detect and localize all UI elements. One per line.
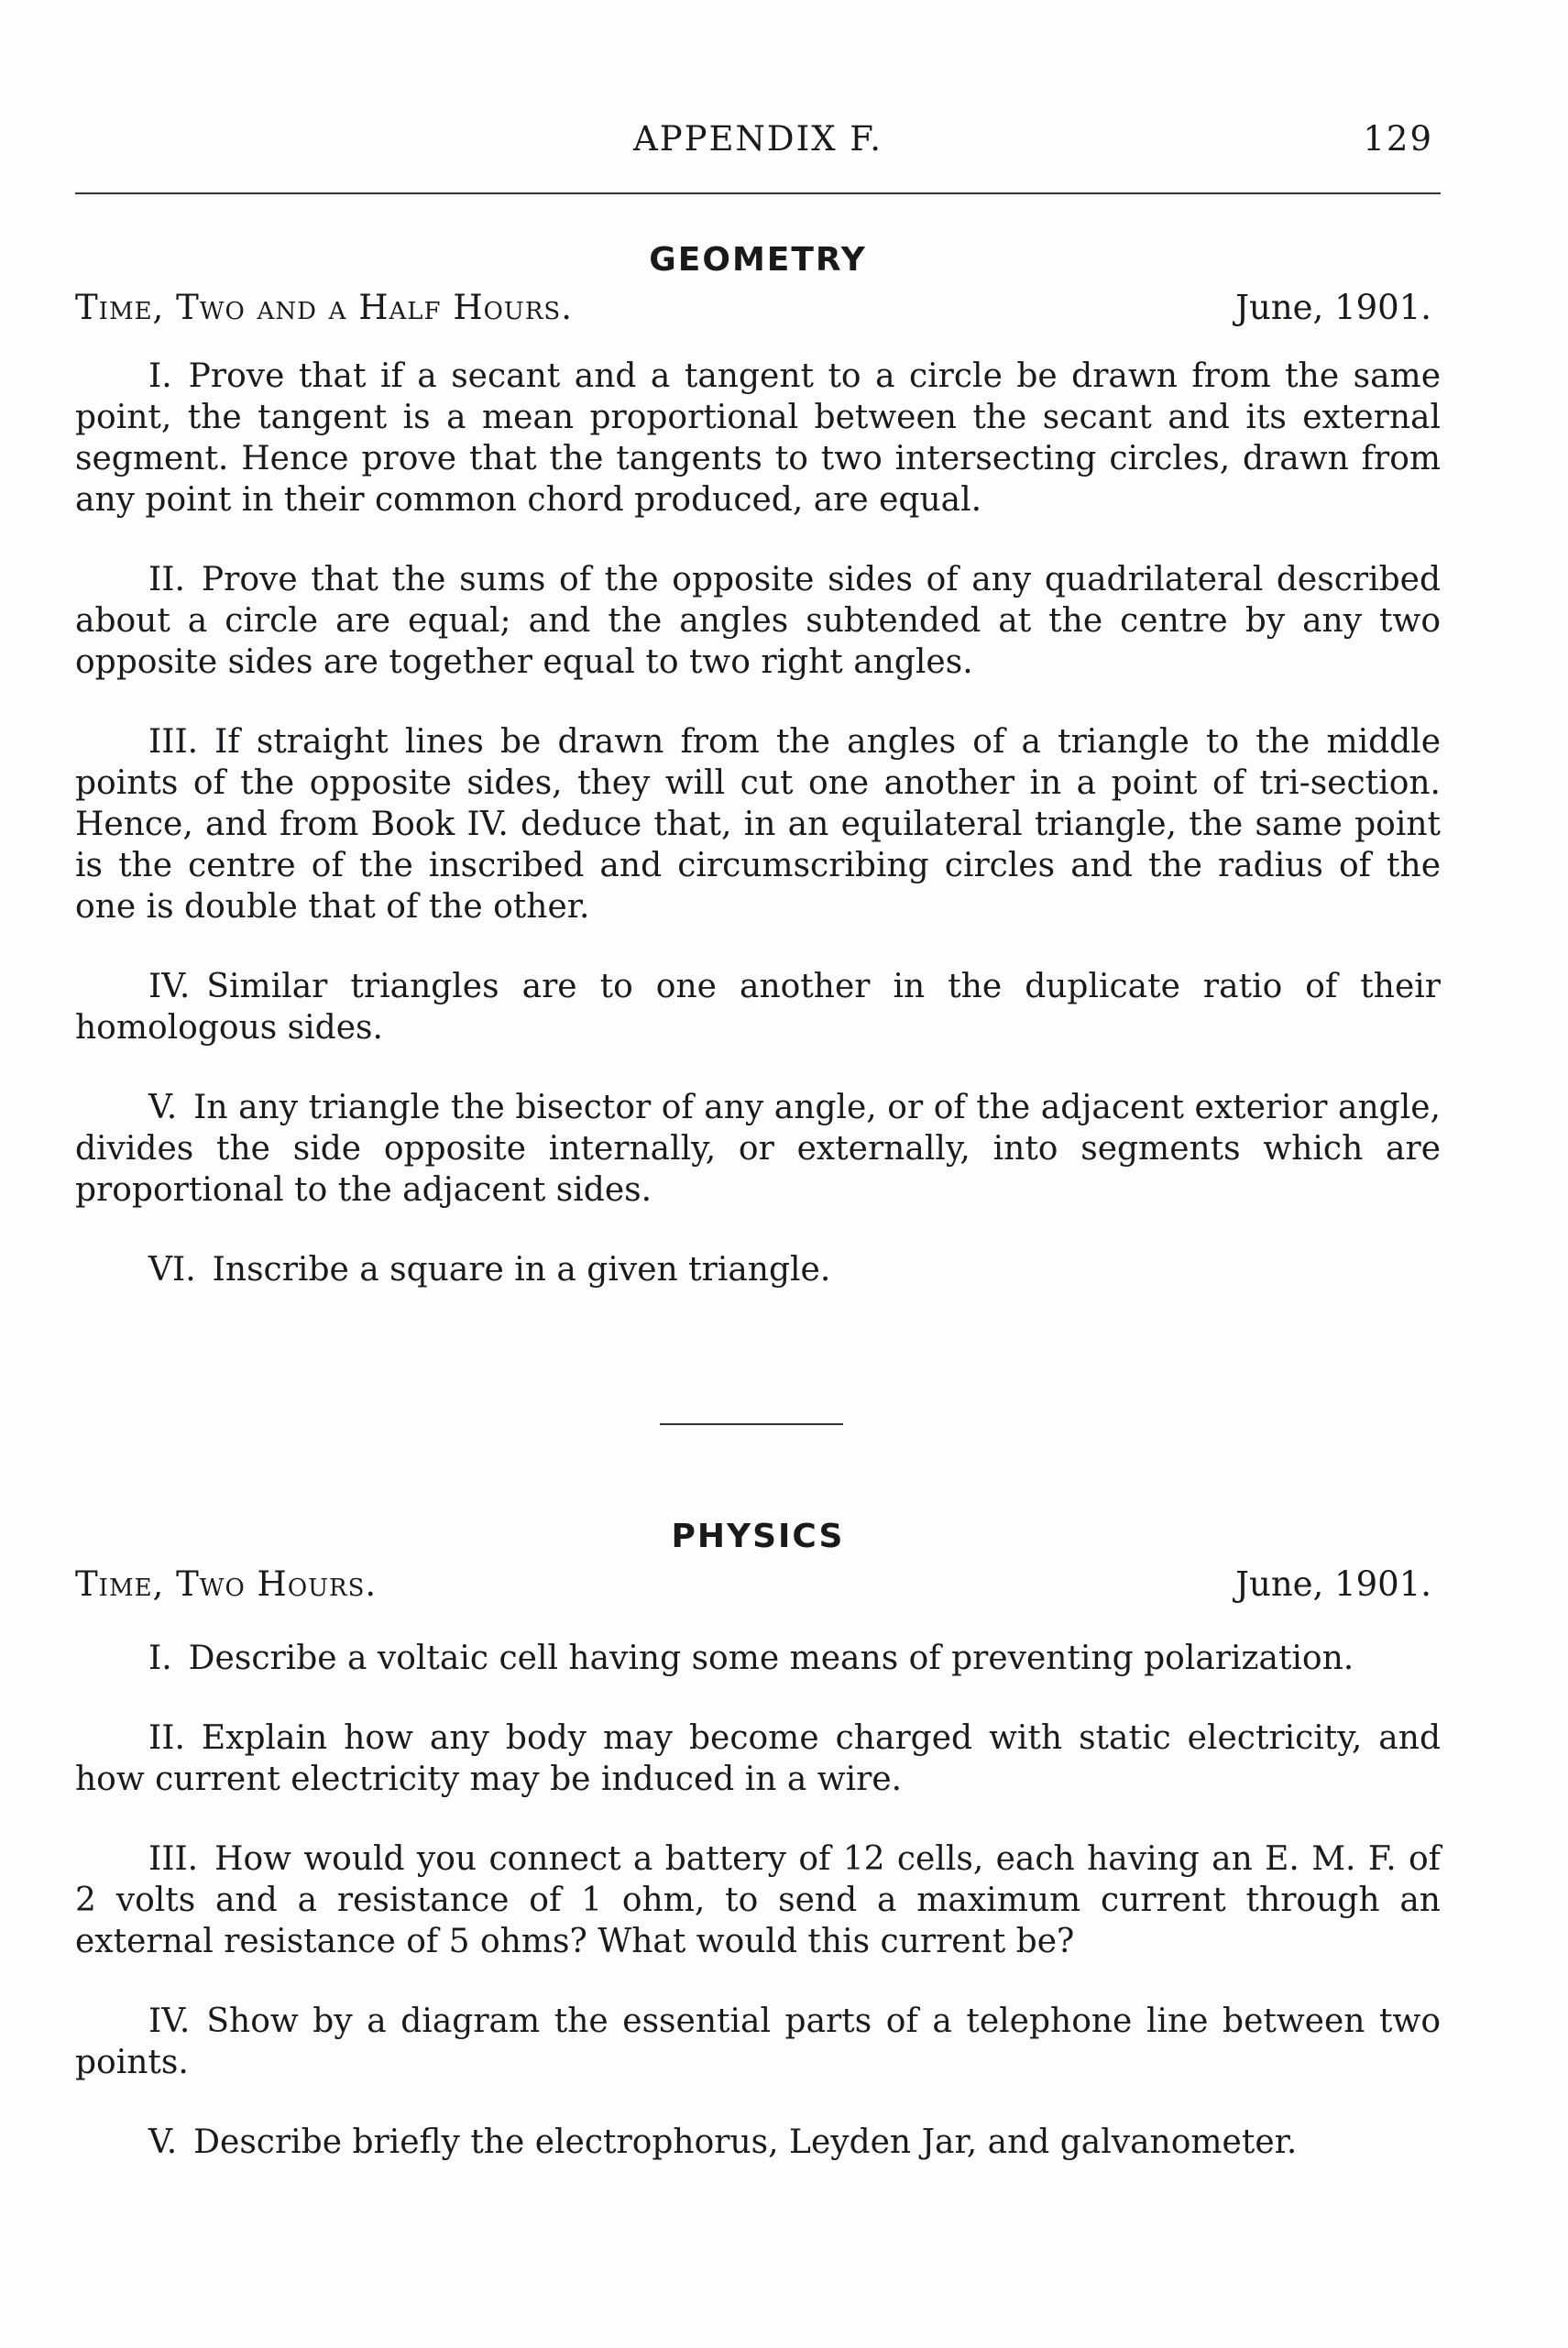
question-number: IV. (148, 968, 191, 1005)
exam-date: June, 1901. (1235, 1564, 1431, 1604)
question (75, 2122, 1441, 2163)
question-text: Describe a voltaic cell having some means of preventing polarization. (188, 1640, 1354, 1677)
exam-duration: Time, Two and a Half Hours. (75, 288, 573, 327)
question-text: Prove that if a secant and a tangent to a circle be drawn from the same point, the tangent is a mean proportional between the secant and its external segment. Hence prove that the tangents to two intersecting circles, drawn from any point in their common chord produced, are equal. (75, 357, 1441, 519)
question-number: II. (148, 561, 185, 598)
question-text: How would you connect a battery of 12 cells, each having an E. M. F. of 2 volts and a resistance of 1 ohm, to send a maximum current through an external resistance of 5 ohms? What would this current be? (75, 1840, 1441, 1960)
geometry-section (75, 240, 1441, 1290)
running-head (75, 119, 1441, 165)
question-text: In any triangle the bisector of any angle, or of the adjacent exterior angle, divides the side opposite internally, or externally, into segments which are proportional to the adjacent sides. (75, 1089, 1441, 1209)
question-text: Similar triangles are to one another in the duplicate ratio of their homologous sides. (75, 968, 1441, 1047)
exam-duration: Time, Two Hours. (75, 1564, 378, 1604)
question (75, 559, 1441, 683)
question-number: I. (148, 1640, 172, 1677)
question-text: Prove that the sums of the opposite sides of any quadrilateral described about a circle are equal; and the angles subtended at the centre by any two opposite sides are together equal to two right angles. (75, 561, 1441, 681)
section-title-geometry: GEOMETRY (649, 241, 867, 279)
physics-section (75, 1517, 1441, 2163)
question-text: Explain how any body may become charged with static electricity, and how current electricity may be induced in a wire. (75, 1719, 1441, 1798)
section-divider (660, 1423, 843, 1425)
geometry-meta (75, 286, 1441, 330)
question-number: III. (148, 1840, 199, 1878)
question-number: III. (148, 723, 199, 761)
header-rule (75, 192, 1441, 194)
exam-date: June, 1901. (1235, 288, 1431, 327)
section-title-physics: PHYSICS (671, 1518, 845, 1555)
question-number: VI. (148, 1251, 196, 1289)
question (75, 1838, 1441, 1962)
question-text: Inscribe a square in a given triangle. (212, 1251, 831, 1289)
question (75, 356, 1441, 521)
question-number: II. (148, 1719, 185, 1757)
page-number: 129 (1363, 119, 1433, 159)
question (75, 1087, 1441, 1211)
question-text: Describe briefly the electrophorus, Leyden Jar, and galvanometer. (193, 2123, 1298, 2161)
question-number: IV. (148, 2002, 191, 2040)
question (75, 2001, 1441, 2083)
question (75, 721, 1441, 927)
question-text: Show by a diagram the essential parts of a telephone line between two points. (75, 2002, 1441, 2081)
question (75, 966, 1441, 1048)
physics-meta (75, 1563, 1441, 1607)
question (75, 1638, 1441, 1679)
question-number: V. (148, 2123, 178, 2161)
appendix-title: APPENDIX F. (633, 119, 883, 159)
question (75, 1717, 1441, 1800)
question-number: I. (148, 357, 172, 395)
question (75, 1249, 1441, 1290)
question-number: V. (148, 1089, 178, 1126)
question-text: If straight lines be drawn from the angles of a triangle to the middle points of the opposite sides, they will cut one another in a point of tri-section. Hence, and from Book IV. deduce that, in an equilateral triangle, the same point is the centre of the inscribed and circumscribing circles and the radius of the one is double that of the other. (75, 723, 1441, 926)
